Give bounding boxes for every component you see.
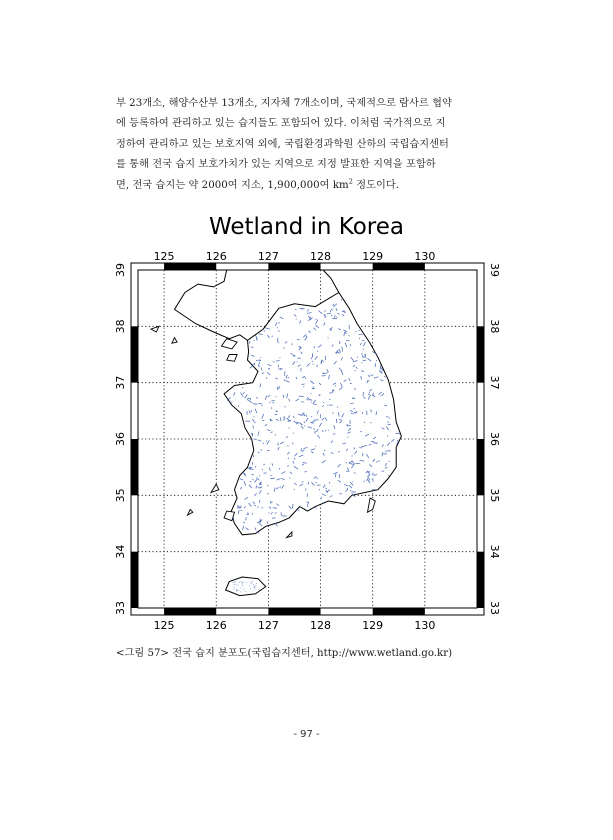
wetland-mark xyxy=(293,442,294,444)
wetland-mark xyxy=(251,583,252,584)
wetland-mark xyxy=(262,508,264,509)
frame-band-left xyxy=(131,552,138,608)
wetland-mark xyxy=(260,360,262,361)
lat-tick-label-left: 37 xyxy=(114,375,127,390)
wetland-mark xyxy=(250,399,251,400)
wetland-mark xyxy=(259,589,260,590)
wetland-mark xyxy=(233,580,234,581)
wetland-mark xyxy=(312,361,313,362)
wetland-mark xyxy=(246,517,247,520)
body-line-text: 면, 전국 습지는 약 2000여 지소, 1,900,000여 km xyxy=(116,179,349,191)
frame-band-bottom xyxy=(164,608,216,615)
wetland-mark xyxy=(239,582,240,583)
wetland-mark xyxy=(233,582,234,583)
wetland-mark xyxy=(361,354,362,355)
lat-tick-label-left: 35 xyxy=(114,488,127,503)
wetland-mark xyxy=(258,592,259,593)
frame-band-bottom xyxy=(373,608,425,615)
wetland-mark xyxy=(389,418,390,419)
wetland-mark xyxy=(311,393,312,394)
wetland-mark xyxy=(233,589,234,590)
body-line-text: 정도이다. xyxy=(352,179,400,191)
lat-tick-label-right: 33 xyxy=(488,601,501,615)
wetland-mark xyxy=(260,357,261,358)
lon-tick-label-bottom: 126 xyxy=(205,619,227,632)
body-line: 부 23개소, 해양수산부 13개소, 지자체 7개소이며, 국제적으로 람사르 협약 xyxy=(116,98,452,109)
wetland-mark xyxy=(304,426,305,427)
wetland-mark xyxy=(254,588,255,589)
lat-tick-label-left: 36 xyxy=(114,432,127,446)
wetland-mark xyxy=(242,583,243,584)
wetland-mark xyxy=(237,585,238,586)
frame-band-bottom xyxy=(268,608,320,615)
wetland-mark xyxy=(380,395,381,396)
wetland-mark xyxy=(375,363,376,367)
lat-tick-label-right: 39 xyxy=(488,263,501,277)
wetland-mark xyxy=(359,330,360,331)
wetland-mark xyxy=(246,591,247,592)
wetland-mark xyxy=(246,582,247,583)
wetland-mark xyxy=(379,460,380,462)
lon-tick-label-bottom: 128 xyxy=(310,619,332,632)
superscript-2: 2 xyxy=(348,177,353,186)
wetland-mark xyxy=(303,387,304,388)
wetland-mark xyxy=(236,584,237,585)
lon-tick-label-bottom: 127 xyxy=(257,619,279,632)
lon-tick-label-top: 125 xyxy=(153,250,175,263)
wetland-mark xyxy=(320,499,321,500)
frame-band-left xyxy=(131,439,138,495)
lat-tick-label-right: 36 xyxy=(488,432,501,446)
wetland-mark xyxy=(253,584,254,585)
wetland-mark xyxy=(252,581,253,582)
lon-tick-label-bottom: 130 xyxy=(414,619,436,632)
wetland-mark xyxy=(256,583,257,584)
lat-tick-label-left: 33 xyxy=(114,601,127,615)
wetland-mark xyxy=(364,481,365,483)
wetland-mark xyxy=(266,441,267,442)
wetland-mark xyxy=(272,403,274,404)
figure-caption: <그림 57> 전국 습지 분포도(국립습지센터, http://www.wetland.go.kr) xyxy=(116,648,453,659)
page-number: - 97 - xyxy=(293,729,320,740)
wetland-mark xyxy=(313,364,314,365)
lon-tick-label-bottom: 129 xyxy=(362,619,384,632)
lon-tick-label-top: 129 xyxy=(362,250,384,263)
wetland-mark xyxy=(244,589,245,590)
lat-tick-label-right: 35 xyxy=(488,488,501,503)
frame-band-top xyxy=(164,263,216,270)
wetland-mark xyxy=(335,386,336,387)
body-line: 를 통해 전국 습지 보호가치가 있는 지역으로 지정 발표한 지역을 포함하 xyxy=(116,159,436,171)
lon-tick-label-top: 128 xyxy=(310,250,332,263)
wetland-mark xyxy=(238,405,239,407)
lat-tick-label-right: 34 xyxy=(488,544,501,559)
wetland-mark xyxy=(304,415,305,416)
frame-band-left xyxy=(131,326,138,382)
lat-tick-label-right: 38 xyxy=(488,319,501,334)
body-line: 에 등록하여 관리하고 있는 습지들도 포함되어 있다. 이처럼 국가적으로 지 xyxy=(116,118,446,130)
frame-band-right xyxy=(477,552,484,608)
wetland-mark xyxy=(367,471,368,472)
wetland-mark xyxy=(259,475,260,476)
lon-tick-label-top: 130 xyxy=(414,250,436,263)
wetland-mark xyxy=(234,582,235,583)
lon-tick-label-bottom: 125 xyxy=(153,619,175,632)
wetland-mark xyxy=(268,485,269,487)
wetland-mark xyxy=(260,581,261,582)
wetland-mark xyxy=(250,582,251,583)
wetland-mark xyxy=(362,362,363,363)
frame-band-right xyxy=(477,326,484,382)
lat-tick-label-left: 38 xyxy=(114,319,127,334)
wetland-mark xyxy=(240,591,241,592)
wetland-mark xyxy=(304,472,306,473)
wetland-mark xyxy=(342,347,343,352)
lat-tick-label-left: 34 xyxy=(114,544,127,559)
wetland-mark xyxy=(239,590,240,591)
lat-tick-label-left: 39 xyxy=(114,263,127,277)
wetland-mark xyxy=(269,402,270,403)
frame-band-top xyxy=(268,263,320,270)
wetland-mark xyxy=(241,510,243,511)
wetland-mark xyxy=(311,402,312,403)
wetland-mark xyxy=(386,417,389,418)
wetland-mark xyxy=(316,319,317,320)
wetland-mark xyxy=(255,585,256,586)
wetland-mark xyxy=(325,430,326,431)
wetland-mark xyxy=(241,588,242,589)
figure-title: Wetland in Korea xyxy=(208,214,405,240)
wetland-mark xyxy=(297,339,300,340)
wetland-mark xyxy=(280,357,281,358)
lon-tick-label-top: 126 xyxy=(205,250,227,263)
wetland-mark xyxy=(376,360,377,361)
wetland-mark xyxy=(234,584,235,585)
wetland-mark xyxy=(242,585,243,586)
wetland-mark xyxy=(254,586,255,587)
wetland-mark xyxy=(337,407,338,408)
frame-band-right xyxy=(477,439,484,495)
wetland-mark xyxy=(236,591,237,592)
wetland-mark xyxy=(292,343,293,345)
wetland-mark xyxy=(279,342,280,343)
wetland-mark xyxy=(254,416,255,417)
wetland-mark xyxy=(242,582,243,583)
wetland-mark xyxy=(360,431,362,432)
wetland-mark xyxy=(250,588,251,589)
wetland-mark xyxy=(267,450,269,451)
body-line: 정하여 관리하고 있는 보호지역 외에, 국립환경과학원 산하의 국립습지센터 xyxy=(116,138,449,150)
wetland-mark xyxy=(348,437,349,438)
wetland-mark xyxy=(254,587,255,588)
wetland-mark xyxy=(234,587,235,588)
wetland-mark xyxy=(317,351,318,352)
wetland-mark xyxy=(270,478,274,479)
wetland-mark xyxy=(249,585,250,586)
wetland-mark xyxy=(235,581,236,582)
lon-tick-label-top: 127 xyxy=(257,250,279,263)
frame-band-top xyxy=(373,263,425,270)
wetland-mark xyxy=(262,405,263,406)
wetland-mark xyxy=(243,582,244,583)
wetland-mark xyxy=(349,335,350,336)
wetland-mark xyxy=(318,347,319,348)
lat-tick-label-right: 37 xyxy=(488,375,501,390)
wetland-mark xyxy=(241,581,242,582)
